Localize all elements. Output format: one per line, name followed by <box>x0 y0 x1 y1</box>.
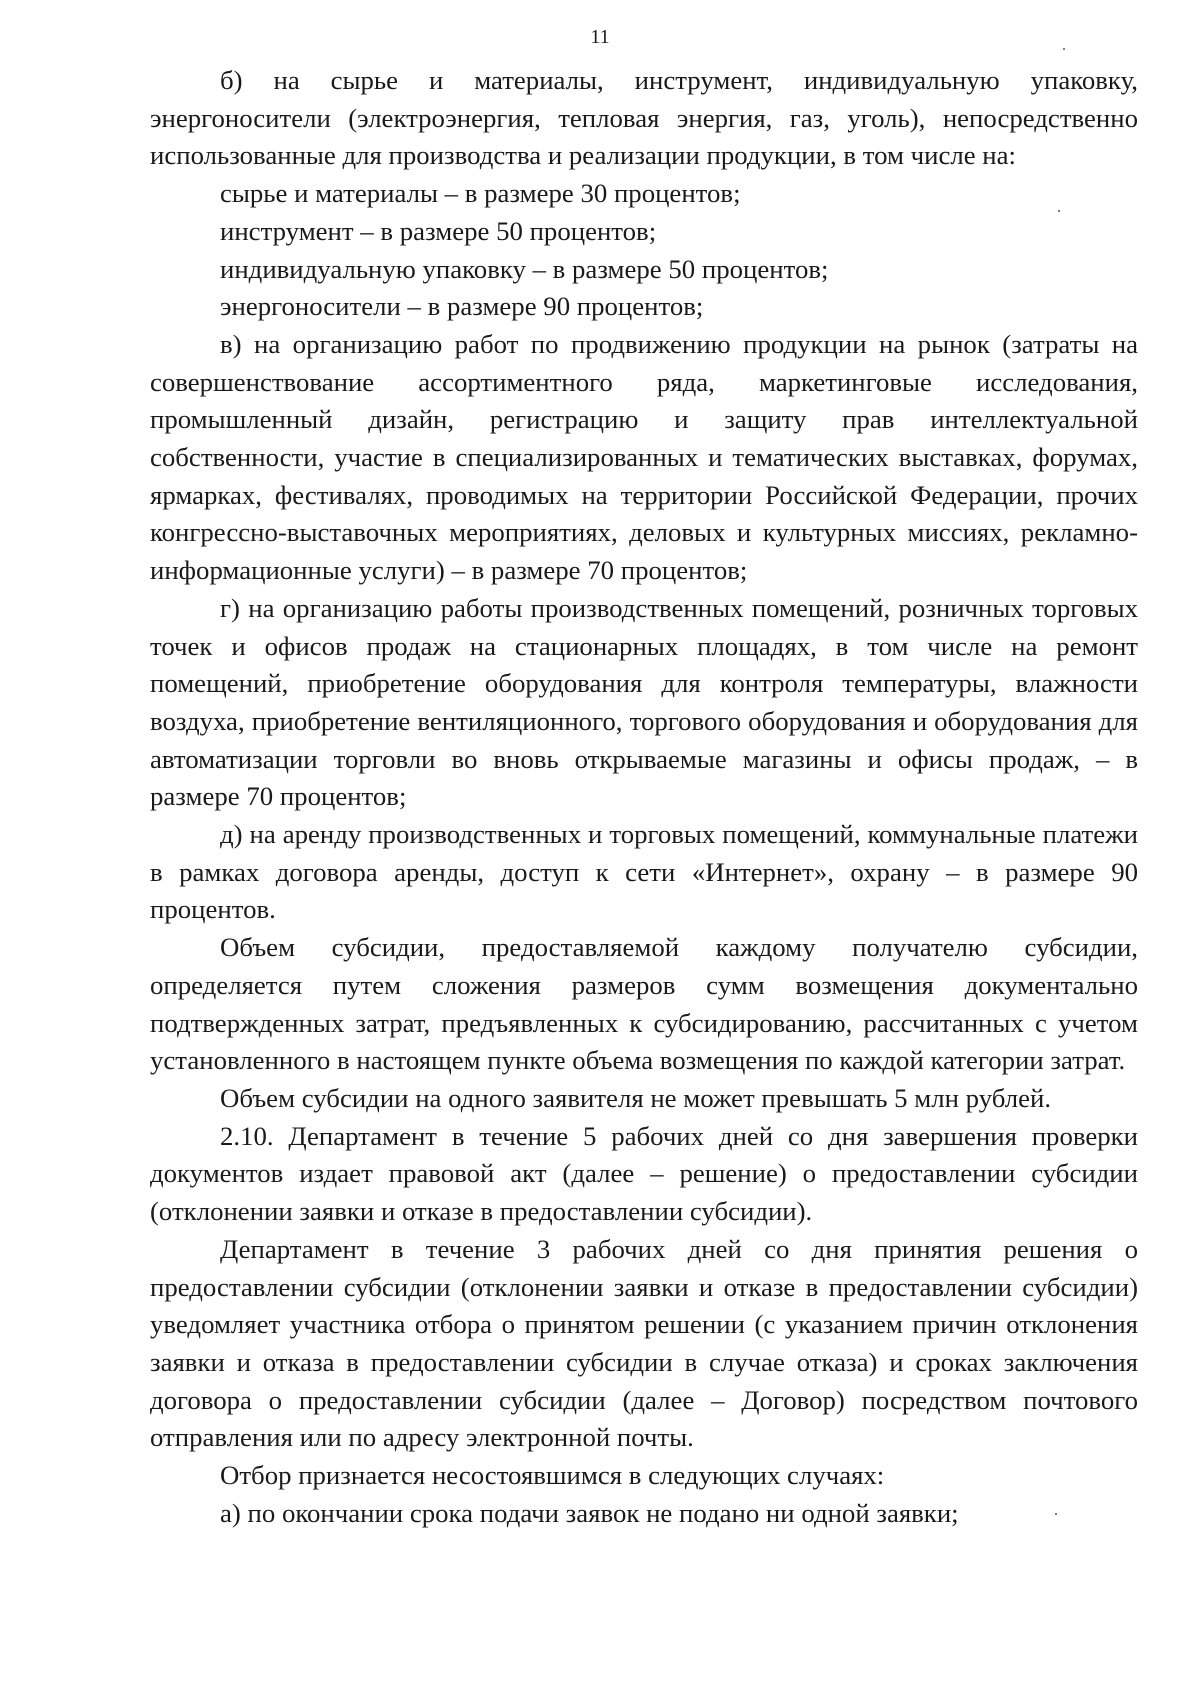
paragraph-raw-materials: сырье и материалы – в размере 30 процентов; <box>220 178 741 209</box>
paragraph-subsidy-volume: Объем субсидии, предоставляемой каждому получателю субсидии, определяется путем сложения размеров сумм возмещения документально подтвержденных затрат, предъявленных к субсидированию, рассчитанных с учетом установленного в настоящем пункте объема возмещения по каждой категории затрат. <box>150 932 1138 1076</box>
paragraph-a-no-applications: а) по окончании срока подачи заявок не подано ни одной заявки; <box>220 1497 959 1528</box>
paragraph-g-premises: г) на организацию работы производственных помещений, розничных торговых точек и офисов продаж на стационарных площадях, в том числе на ремонт помещений, приобретение оборудования для контроля температуры, влажности воздуха, приобретение вентиляционного, торгового оборудования и оборудования для автоматизации торговли во вновь открываемые магазины и офисы продаж, – в размере 70 процентов; <box>150 592 1138 812</box>
scan-speck <box>1063 48 1065 50</box>
paragraph-d-rent: д) на аренду производственных и торговых помещений, коммунальные платежи в рамках договора аренды, доступ к сети «Интернет», охрану – в размере 90 процентов. <box>150 819 1138 925</box>
paragraph-energy: энергоносители – в размере 90 процентов; <box>220 291 704 322</box>
paragraph-2-10: 2.10. Департамент в течение 5 рабочих дней со дня завершения проверки документов издает правовой акт (далее – решение) о предоставлении субсидии (отклонении заявки и отказе в предоставлении субсидии). <box>150 1120 1138 1227</box>
paragraph-b-materials: б) на сырье и материалы, инструмент, индивидуальную упаковку, энергоносители (электроэнергия, тепловая энергия, газ, уголь), непосредственно использованные для производства и реализации продукции, в том числе на: <box>150 65 1138 171</box>
paragraph-notification: Департамент в течение 3 рабочих дней со дня принятия решения о предоставлении субсидии (отклонении заявки и отказе в предоставлении субсидии) уведомляет участника отбора о принятом решении (с указанием причин отклонения заявки и отказа в предоставлении субсидии в случае отказа) и сроках заключения договора о предоставлении субсидии (далее – Договор) посредством почтового отправления или по адресу электронной почты. <box>150 1233 1138 1453</box>
scan-speck <box>1055 1513 1057 1515</box>
scan-speck <box>1058 210 1060 212</box>
paragraph-v-promotion: в) на организацию работ по продвижению продукции на рынок (затраты на совершенствование ассортиментного ряда, маркетинговые исследования, промышленный дизайн, регистрацию и защиту прав интеллектуальной собственности, участие в специализированных и тематических выставках, форумах, ярмарках, фестивалях, проводимых на территории Российской Федерации, прочих конгрессно-выставочных мероприятиях, деловых и культурных миссиях, рекламно-информационные услуги) – в размере 70 процентов; <box>150 328 1138 586</box>
document-body <box>150 62 1138 1532</box>
paragraph-selection-failed: Отбор признается несостоявшимся в следующих случаях: <box>220 1460 885 1491</box>
page-number: 11 <box>590 26 610 48</box>
paragraph-tools: инструмент – в размере 50 процентов; <box>220 215 657 246</box>
paragraph-packaging: индивидуальную упаковку – в размере 50 процентов; <box>220 253 829 284</box>
paragraph-subsidy-limit: Объем субсидии на одного заявителя не может превышать 5 млн рублей. <box>220 1082 1052 1113</box>
